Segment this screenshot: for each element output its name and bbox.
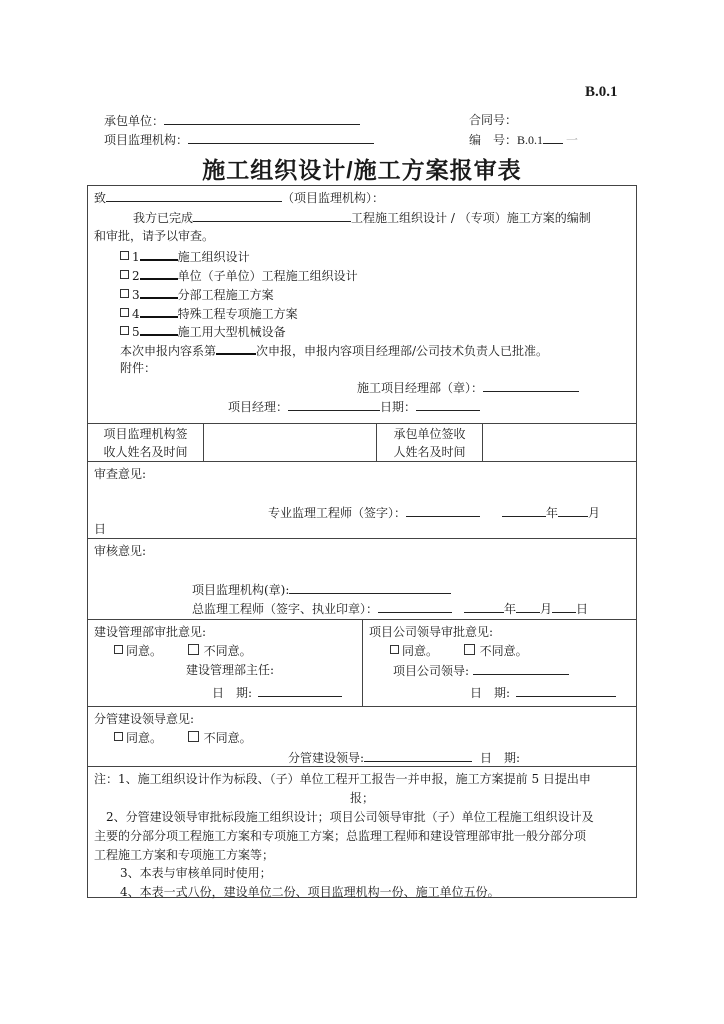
serial-suffix: 一 bbox=[566, 133, 579, 147]
item-input[interactable] bbox=[140, 285, 178, 299]
serial-input[interactable] bbox=[543, 131, 563, 144]
construction-dept-date-line bbox=[212, 684, 342, 701]
company-leader-date-line bbox=[470, 684, 616, 701]
note-2-line-3: 工程施工方案和专项施工方案等； bbox=[94, 848, 275, 862]
item-5[interactable] bbox=[120, 322, 286, 340]
attachment-label: 附件： bbox=[120, 361, 157, 375]
form-code: B.0.1 bbox=[585, 84, 618, 100]
item-input[interactable] bbox=[140, 304, 178, 318]
review-day-label: 日 bbox=[94, 522, 107, 536]
dept-seal-input[interactable] bbox=[483, 379, 579, 392]
leader-label: 项目公司领导: bbox=[393, 664, 470, 678]
note-3: 3、本表与审核单同时使用； bbox=[120, 866, 272, 880]
supervisor-label: 项目监理机构： bbox=[104, 133, 189, 147]
submission-suffix: 次申报，申报内容项目经理部/公司技术负责人已批准。 bbox=[256, 344, 549, 358]
agree-checkbox[interactable] bbox=[390, 645, 399, 654]
audit-year-input[interactable] bbox=[464, 600, 504, 613]
supervisor-receiver-input[interactable] bbox=[204, 424, 376, 461]
date-label: 日 期: bbox=[212, 686, 253, 700]
agree-checkbox[interactable] bbox=[114, 732, 123, 741]
label-line: 承包单位签收 bbox=[393, 427, 466, 441]
year-label: 年 bbox=[504, 602, 517, 616]
serial-field bbox=[469, 131, 578, 148]
item-4[interactable] bbox=[120, 304, 298, 322]
supervisor-field bbox=[104, 131, 374, 148]
org-seal-line bbox=[192, 581, 451, 598]
director-label: 建设管理部主任: bbox=[186, 663, 275, 677]
label-line: 项目监理机构签 bbox=[103, 427, 188, 441]
label-line: 人姓名及时间 bbox=[393, 445, 466, 459]
branch-leader-input[interactable] bbox=[364, 749, 472, 762]
disagree-label: 不同意。 bbox=[203, 644, 252, 658]
org-seal-input[interactable] bbox=[289, 581, 451, 594]
checkbox[interactable] bbox=[120, 308, 129, 317]
disagree-label: 不同意。 bbox=[479, 644, 528, 658]
company-leader-date-input[interactable] bbox=[516, 684, 616, 697]
project-name-input[interactable] bbox=[193, 209, 351, 222]
contractor-label: 承包单位： bbox=[104, 114, 165, 128]
divider bbox=[87, 461, 637, 462]
company-leader-line bbox=[393, 662, 569, 679]
dept-seal-line bbox=[357, 379, 579, 396]
page-title: 施工组织设计/施工方案报审表 bbox=[202, 157, 522, 183]
checkbox[interactable] bbox=[120, 289, 129, 298]
completion-prefix: 我方已完成 bbox=[133, 211, 194, 225]
disagree-label: 不同意。 bbox=[203, 731, 252, 745]
to-suffix: （项目监理机构）： bbox=[282, 191, 385, 205]
month-label: 月 bbox=[588, 506, 601, 520]
divider bbox=[87, 766, 637, 767]
to-prefix: 致 bbox=[94, 191, 107, 205]
label-line: 收人姓名及时间 bbox=[103, 445, 188, 459]
audit-day-input[interactable] bbox=[552, 600, 576, 613]
submission-count-input[interactable] bbox=[216, 341, 256, 355]
disagree-checkbox[interactable] bbox=[188, 644, 199, 655]
supervisor-input[interactable] bbox=[188, 131, 374, 144]
item-num: 2 bbox=[132, 269, 140, 283]
contractor-field bbox=[104, 112, 360, 129]
review-year-input[interactable] bbox=[502, 504, 546, 517]
agree-label: 同意。 bbox=[126, 731, 163, 745]
to-input[interactable] bbox=[106, 189, 282, 202]
company-leader-options bbox=[390, 643, 528, 659]
date-label: 日 期: bbox=[470, 686, 511, 700]
branch-leader-title: 分管建设领导意见: bbox=[94, 712, 195, 726]
review-month-input[interactable] bbox=[558, 504, 588, 517]
chief-signature-input[interactable] bbox=[378, 600, 452, 613]
note-1-line-2: 报； bbox=[349, 791, 374, 805]
audit-month-input[interactable] bbox=[516, 600, 540, 613]
item-label: 分部工程施工方案 bbox=[177, 288, 274, 302]
item-label: 施工用大型机械设备 bbox=[177, 325, 286, 339]
submission-count-line bbox=[120, 341, 548, 359]
checkbox[interactable] bbox=[120, 326, 129, 335]
item-num: 4 bbox=[132, 307, 140, 321]
day-label: 日 bbox=[576, 602, 589, 616]
contractor-receiver-label bbox=[377, 425, 482, 461]
note-2-line-1: 2、分管建设领导审批标段施工组织设计；项目公司领导审批（子）单位工程施工组织设计及 bbox=[106, 810, 594, 824]
item-1[interactable] bbox=[120, 247, 250, 265]
checkbox[interactable] bbox=[120, 251, 129, 260]
note-1-line-1: 注：1、施工组织设计作为标段、（子）单位工程开工报告一并申报，施工方案提前 5 日提出申 bbox=[94, 772, 591, 786]
item-3[interactable] bbox=[120, 285, 274, 303]
date-label: 日 期: bbox=[480, 751, 521, 765]
serial-prefix: B.0.1 bbox=[517, 133, 544, 147]
item-label: 施工组织设计 bbox=[177, 250, 250, 264]
chief-signature-line bbox=[192, 600, 588, 617]
year-label: 年 bbox=[546, 506, 559, 520]
item-2[interactable] bbox=[120, 266, 358, 284]
company-leader-input[interactable] bbox=[473, 662, 569, 675]
review-title: 审查意见: bbox=[94, 467, 147, 481]
construction-dept-date-input[interactable] bbox=[258, 684, 342, 697]
item-num: 3 bbox=[132, 288, 140, 302]
submission-prefix: 本次申报内容系第 bbox=[120, 344, 217, 358]
construction-dept-title: 建设管理部审批意见: bbox=[94, 625, 207, 639]
note-4: 4、本表一式八份，建设单位二份、项目监理机构一份、施工单位五份。 bbox=[120, 885, 500, 899]
dept-seal-label: 施工项目经理部（章）： bbox=[357, 381, 484, 395]
supervisor-receiver-label bbox=[88, 425, 203, 461]
chief-label: 总监理工程师（签字、执业印章）： bbox=[192, 602, 379, 616]
month-label: 月 bbox=[540, 602, 553, 616]
completion-suffix: 工程施工组织设计 / （专项）施工方案的编制 bbox=[351, 211, 591, 225]
pm-label: 项目经理： bbox=[228, 400, 289, 414]
contract-no-field bbox=[469, 112, 517, 128]
pm-date-label: 日期： bbox=[380, 400, 417, 414]
serial-label: 编 号： bbox=[469, 133, 518, 147]
agree-label: 同意。 bbox=[126, 644, 163, 658]
item-input[interactable] bbox=[140, 322, 178, 336]
contractor-receiver-input[interactable] bbox=[483, 424, 636, 461]
item-num: 1 bbox=[132, 250, 140, 264]
pm-line bbox=[228, 398, 480, 415]
branch-leader-options bbox=[114, 730, 252, 746]
item-input[interactable] bbox=[140, 247, 178, 261]
org-seal-label: 项目监理机构(章): bbox=[192, 583, 290, 597]
disagree-checkbox[interactable] bbox=[464, 644, 475, 655]
item-label: 单位（子单位）工程施工组织设计 bbox=[177, 269, 358, 283]
item-input[interactable] bbox=[140, 266, 178, 280]
review-signature-line bbox=[268, 504, 600, 521]
item-num: 5 bbox=[132, 325, 140, 339]
company-leader-title: 项目公司领导审批意见: bbox=[369, 625, 494, 639]
divider bbox=[362, 619, 363, 706]
agree-checkbox[interactable] bbox=[114, 645, 123, 654]
audit-title: 审核意见: bbox=[94, 544, 147, 558]
note-2-line-2: 主要的分部分项工程施工方案和专项施工方案；总监理工程师和建设管理部审批一般分部分项 bbox=[94, 829, 587, 843]
pm-date-input[interactable] bbox=[416, 398, 480, 411]
divider bbox=[87, 706, 637, 707]
divider bbox=[87, 538, 637, 539]
contractor-input[interactable] bbox=[164, 112, 360, 125]
contract-no-label: 合同号： bbox=[469, 113, 518, 127]
branch-leader-line bbox=[288, 749, 520, 766]
engineer-signature-input[interactable] bbox=[406, 504, 480, 517]
disagree-checkbox[interactable] bbox=[188, 731, 199, 742]
checkbox[interactable] bbox=[120, 270, 129, 279]
completion-line bbox=[133, 209, 591, 226]
request-line: 和审批，请予以审查。 bbox=[94, 229, 215, 243]
leader-label: 分管建设领导: bbox=[288, 751, 365, 765]
engineer-label: 专业监理工程师（签字）： bbox=[268, 506, 407, 520]
item-label: 特殊工程专项施工方案 bbox=[177, 307, 298, 321]
to-line bbox=[94, 189, 384, 206]
agree-label: 同意。 bbox=[402, 644, 439, 658]
pm-input[interactable] bbox=[288, 398, 380, 411]
construction-dept-options bbox=[114, 643, 252, 659]
